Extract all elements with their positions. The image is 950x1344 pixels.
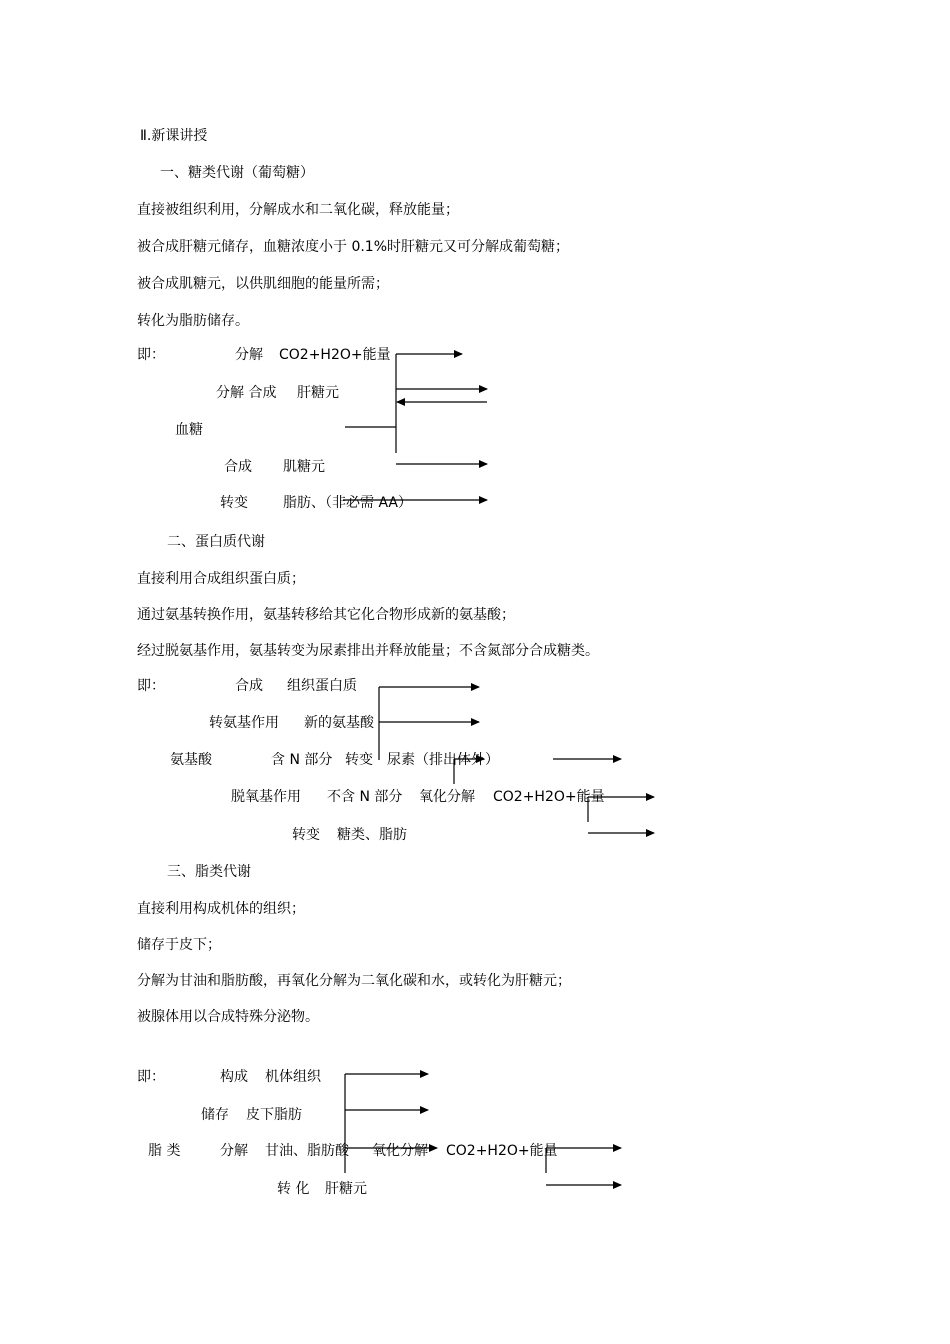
protein-line-1: 直接利用合成组织蛋白质； [137,571,305,587]
protein-diagram-r4-action2: 氧化分解 [419,789,475,805]
protein-diagram-r5-action: 转变 [292,827,320,843]
section-title-protein: 二、蛋白质代谢 [167,534,265,550]
lipid-diagram-ji: 即： [137,1069,165,1085]
lipid-diagram-r3-part: 甘油、脂肪酸 [265,1143,349,1159]
sugar-line-2: 被合成肝糖元储存，血糖浓度小于 0.1%时肝糖元又可分解成葡萄糖； [137,239,570,255]
sugar-diagram-r5-action: 转变 [220,495,248,511]
lipid-diagram-r3-action2: 氧化分解 [372,1143,428,1159]
sugar-diagram-r4-action: 合成 [224,459,252,475]
sugar-diagram-r4-product: 肌糖元 [283,459,325,475]
sugar-diagram-r1-action: 分解 [235,347,263,363]
lipid-line-1: 直接利用构成机体的组织； [137,901,305,917]
lipid-diagram-r3-product: CO2+H2O+能量 [446,1143,558,1159]
lipid-diagram-source: 脂 类 [148,1143,181,1159]
sugar-line-4: 转化为脂肪储存。 [137,313,249,329]
protein-diagram-source: 氨基酸 [170,752,212,768]
lipid-diagram-r1-product: 机体组织 [265,1069,321,1085]
lipid-diagram-r4-product: 肝糖元 [325,1181,367,1197]
protein-diagram-r2-product: 新的氨基酸 [304,715,374,731]
protein-diagram-r3-part: 含 N 部分 [271,752,333,768]
sugar-diagram-r1-product: CO2+H2O+能量 [279,347,391,363]
protein-diagram-ji: 即： [137,678,165,694]
protein-diagram-r4-part: 不含 N 部分 [327,789,403,805]
protein-diagram-r4-product: CO2+H2O+能量 [493,789,605,805]
protein-diagram-r3-product: 尿素（排出体外） [387,752,499,768]
sugar-diagram-r5-product: 脂肪、（非必需 AA） [283,495,412,511]
lipid-line-4: 被腺体用以合成特殊分泌物。 [137,1009,319,1025]
lipid-diagram-r2-action: 储存 [201,1107,229,1123]
protein-diagram-r1-action: 合成 [235,678,263,694]
protein-diagram-r3-action: 转变 [345,752,373,768]
lipid-line-3: 分解为甘油和脂肪酸，再氧化分解为二氧化碳和水，或转化为肝糖元； [137,973,571,989]
protein-diagram-r5-product: 糖类、脂肪 [337,827,407,843]
lipid-line-2: 储存于皮下； [137,937,221,953]
sugar-line-1: 直接被组织利用，分解成水和二氧化碳，释放能量； [137,202,459,218]
protein-line-2: 通过氨基转换作用，氨基转移给其它化合物形成新的氨基酸； [137,607,515,623]
protein-diagram-r2-action: 转氨基作用 [209,715,279,731]
sugar-diagram-r2-action: 分解 合成 [216,385,277,401]
section-title-sugar: 一、糖类代谢（葡萄糖） [160,165,314,181]
lipid-diagram-r4-action: 转 化 [277,1181,310,1197]
section-title-lipid: 三、脂类代谢 [167,864,251,880]
sugar-diagram-source: 血糖 [175,422,203,438]
lipid-diagram-r3-action: 分解 [220,1143,248,1159]
sugar-line-3: 被合成肌糖元，以供肌细胞的能量所需； [137,276,389,292]
sugar-diagram-ji: 即： [137,347,165,363]
protein-diagram-r1-product: 组织蛋白质 [287,678,357,694]
lipid-diagram-r2-product: 皮下脂肪 [246,1107,302,1123]
protein-line-3: 经过脱氨基作用，氨基转变为尿素排出并释放能量；不含氮部分合成糖类。 [137,643,599,659]
page-heading: Ⅱ.新课讲授 [140,128,208,144]
sugar-diagram-r2-product: 肝糖元 [297,385,339,401]
lipid-diagram-r1-action: 构成 [220,1069,248,1085]
protein-diagram-r4-action: 脱氧基作用 [231,789,301,805]
